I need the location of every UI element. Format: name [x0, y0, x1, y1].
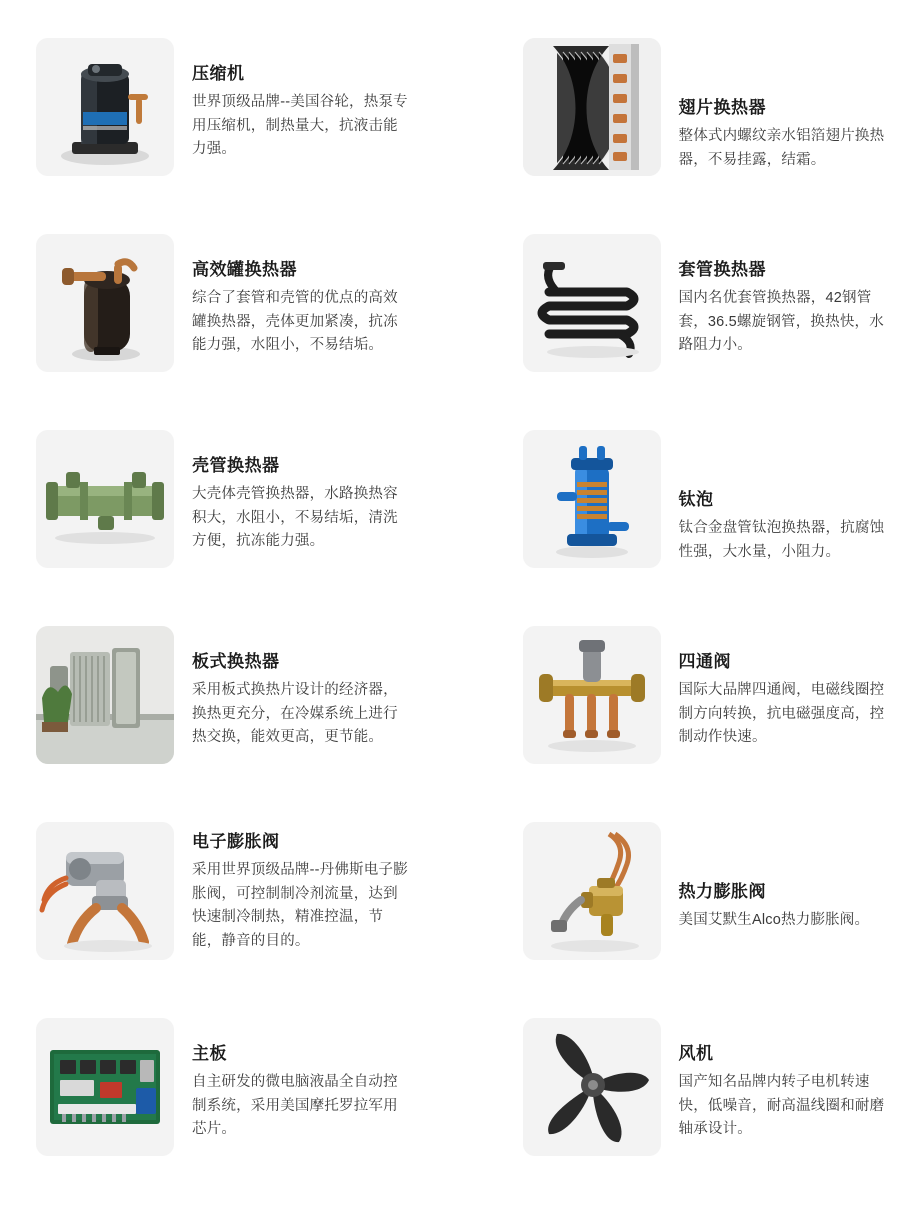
component-title: 壳管换热器 [192, 456, 280, 475]
component-text [192, 832, 410, 953]
coaxial-illustration [523, 234, 661, 372]
component-text [679, 1044, 894, 1142]
mainboard-illustration [36, 1018, 174, 1156]
component-card-fin-heat-exchanger[interactable] [467, 34, 894, 230]
component-card-four-way-valve[interactable] [467, 622, 894, 818]
component-title: 钛泡 [678, 490, 714, 509]
txv-illustration [523, 822, 661, 960]
electronic-expansion-valve-icon [36, 822, 174, 960]
titanium-coil-icon [523, 430, 661, 568]
component-title: 风机 [678, 1044, 714, 1063]
component-description: 整体式内螺纹亲水铝箔翅片换热器，不易挂露，结霜。 [678, 128, 885, 168]
component-title: 电子膨胀阀 [192, 832, 280, 851]
component-description: 国产知名品牌内转子电机转速快，低噪音，耐高温线圈和耐磨轴承设计。 [678, 1074, 885, 1138]
component-title: 翅片换热器 [678, 98, 766, 117]
shell-tube-illustration [36, 430, 174, 568]
component-description: 采用世界顶级品牌--丹佛斯电子膨胀阀，可控制制冷剂流量，达到快速制冷制热，精准控温，节能，静音的目的。 [192, 862, 408, 949]
component-text [679, 98, 894, 172]
component-title: 主板 [192, 1044, 227, 1063]
component-description: 世界顶级品牌--美国谷轮，热泵专用压缩机，制热量大，抗液击能力强。 [192, 94, 408, 158]
fin-heat-exchanger-illustration [523, 38, 661, 176]
component-description: 美国艾默生Alco热力膨胀阀。 [678, 912, 870, 929]
component-description: 钛合金盘管钛泡换热器，抗腐蚀性强，大水量，小阻力。 [678, 520, 885, 560]
component-description: 大壳体壳管换热器，水路换热容积大，水阻小，不易结垢，清洗方便，抗冻能力强。 [192, 486, 398, 550]
component-title: 四通阀 [678, 652, 731, 671]
plate-illustration [36, 626, 174, 764]
component-title: 板式换热器 [192, 652, 280, 671]
four-way-valve-illustration [523, 626, 661, 764]
four-way-valve-icon [523, 626, 661, 764]
component-card-electronic-expansion-valve[interactable] [30, 818, 457, 1014]
component-description: 采用板式换热片设计的经济器，换热更充分，在冷媒系统上进行热交换，能效更高，更节能。 [192, 682, 398, 746]
compressor-illustration [36, 38, 174, 176]
component-grid [30, 34, 893, 1210]
component-card-titanium-bubble[interactable] [467, 426, 894, 622]
component-title: 热力膨胀阀 [678, 882, 766, 901]
component-text [192, 64, 410, 162]
tank-illustration [36, 234, 174, 372]
component-text [679, 260, 894, 358]
eev-illustration [36, 822, 174, 960]
fan-icon [523, 1018, 661, 1156]
component-text [192, 456, 410, 554]
component-text [679, 652, 894, 750]
compressor-icon [36, 38, 174, 176]
fan-illustration [523, 1018, 661, 1156]
mainboard-icon [36, 1018, 174, 1156]
component-card-compressor[interactable] [30, 34, 457, 230]
component-title: 套管换热器 [678, 260, 766, 279]
component-card-coaxial-heat-exchanger[interactable] [467, 230, 894, 426]
component-card-mainboard[interactable] [30, 1014, 457, 1210]
component-card-high-efficiency-tank[interactable] [30, 230, 457, 426]
component-text [679, 490, 894, 564]
component-description: 自主研发的微电脑液晶全自动控制系统，采用美国摩托罗拉军用芯片。 [192, 1074, 398, 1138]
component-text [192, 652, 410, 750]
fin-heat-exchanger-icon [523, 38, 661, 176]
component-card-fan[interactable] [467, 1014, 894, 1210]
component-title: 高效罐换热器 [192, 260, 297, 279]
component-text [679, 882, 870, 933]
thermal-expansion-valve-icon [523, 822, 661, 960]
plate-heat-exchanger-icon [36, 626, 174, 764]
component-description: 国际大品牌四通阀，电磁线圈控制方向转换，抗电磁强度高，控制动作快速。 [678, 682, 885, 746]
component-text [192, 1044, 410, 1142]
component-card-shell-tube-heat-exchanger[interactable] [30, 426, 457, 622]
component-text [192, 260, 410, 358]
component-card-plate-heat-exchanger[interactable] [30, 622, 457, 818]
titanium-illustration [523, 430, 661, 568]
component-title: 压缩机 [192, 64, 245, 83]
component-description: 国内名优套管换热器，42钢管套，36.5螺旋钢管，换热快，水路阻力小。 [678, 290, 884, 354]
shell-tube-icon [36, 430, 174, 568]
component-description: 综合了套管和壳管的优点的高效罐换热器，壳体更加紧凑，抗冻能力强，水阻小，不易结垢。 [192, 290, 398, 354]
component-card-thermal-expansion-valve[interactable] [467, 818, 894, 1014]
coaxial-coil-icon [523, 234, 661, 372]
tank-heat-exchanger-icon [36, 234, 174, 372]
